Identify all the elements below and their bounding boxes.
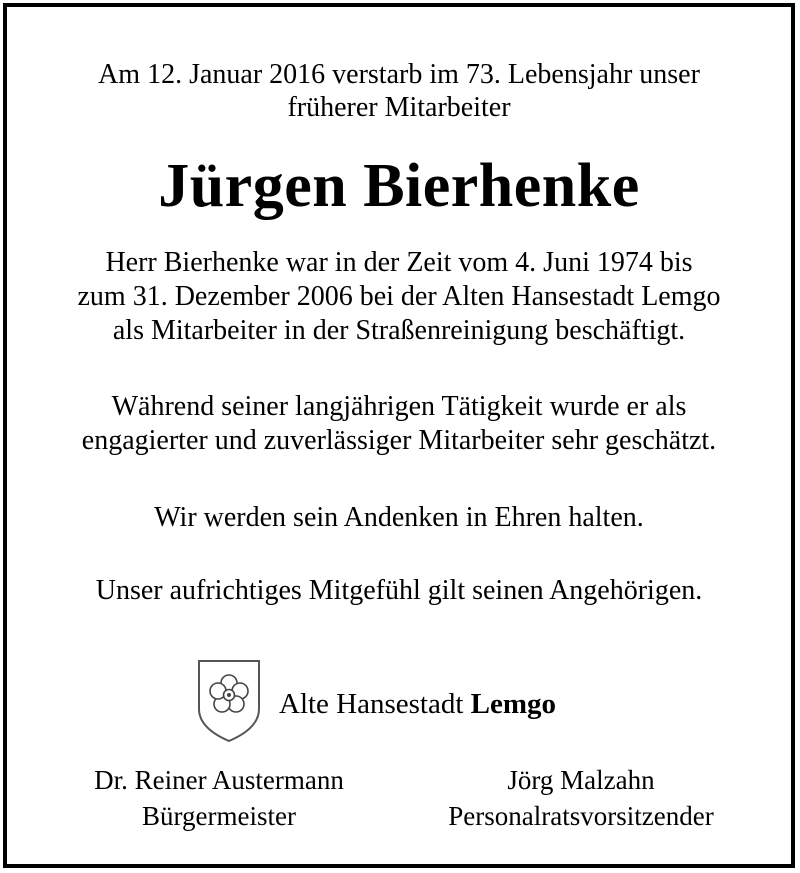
signatory-name: Jörg Malzahn	[507, 765, 655, 795]
organization-name	[279, 688, 556, 721]
notice-content	[10, 10, 788, 861]
intro-line: Am 12. Januar 2016 verstarb im 73. Lebensjahr unser	[98, 59, 700, 90]
signatory-staff-council	[410, 762, 752, 834]
organization-name-regular: Alte Hansestadt	[279, 687, 471, 720]
intro-line: früherer Mitarbeiter	[287, 92, 511, 123]
paragraph-line: zum 31. Dezember 2006 bei der Alten Hansestadt Lemgo	[77, 281, 721, 312]
condolence-paragraph	[10, 574, 788, 608]
paragraph-line: engagierter und zuverlässiger Mitarbeiter sehr geschätzt.	[81, 425, 717, 456]
intro-text	[10, 58, 788, 124]
notice-border	[3, 3, 795, 868]
paragraph-line: Während seiner langjährigen Tätigkeit wurde er als	[111, 391, 687, 422]
lemgo-rose-crest-icon	[197, 659, 261, 743]
paragraph-line: als Mitarbeiter in der Straßenreinigung beschäftigt.	[112, 315, 686, 346]
signatory-name: Dr. Reiner Austermann	[94, 765, 344, 795]
employment-paragraph	[10, 246, 788, 348]
organization-name-bold: Lemgo	[470, 687, 557, 720]
paragraph-line: Herr Bierhenke war in der Zeit vom 4. Juni 1974 bis	[105, 247, 693, 278]
deceased-name: Jürgen Bierhenke	[158, 152, 640, 220]
signatory-mayor	[50, 762, 388, 834]
remembrance-paragraph	[10, 501, 788, 535]
signatory-title: Personalratsvorsitzender	[448, 801, 714, 831]
paragraph-line: Unser aufrichtiges Mitgefühl gilt seinen Angehörigen.	[95, 575, 703, 606]
paragraph-line: Wir werden sein Andenken in Ehren halten.	[154, 502, 644, 533]
signatory-title: Bürgermeister	[142, 801, 296, 831]
appreciation-paragraph	[10, 390, 788, 458]
organization-signature	[197, 658, 556, 744]
